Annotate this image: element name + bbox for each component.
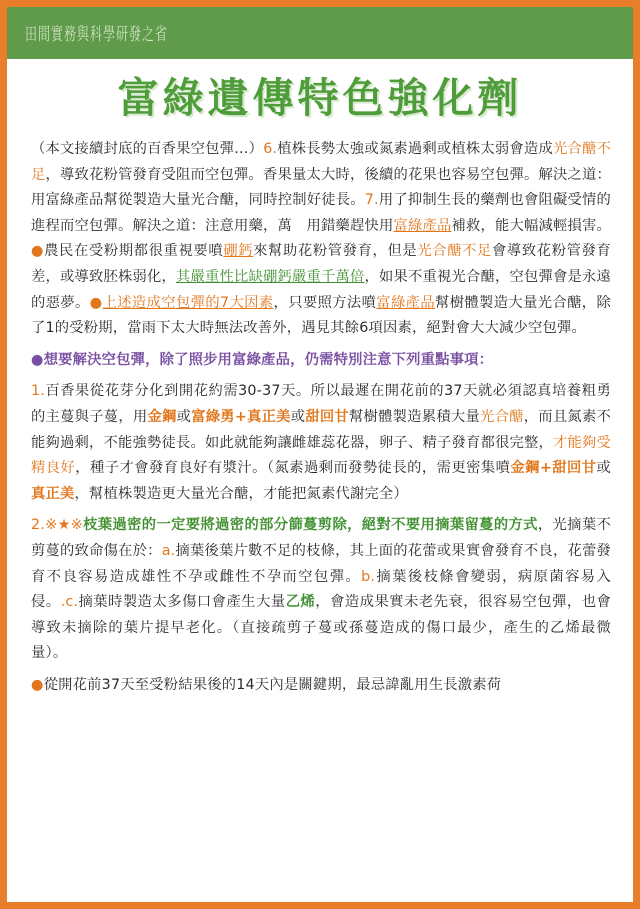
text-run: 補救，能大幅減輕損害。 xyxy=(451,217,611,234)
header-band-text: 田間實務與科學研發之省 xyxy=(25,23,169,45)
text-run: 6. xyxy=(263,141,278,157)
text-run: 或 xyxy=(290,408,306,425)
text-run: 1. xyxy=(31,383,46,400)
text-run: 上述造成空包彈的7大因素 xyxy=(102,294,274,311)
paragraph-4 xyxy=(31,513,611,667)
text-run: 富綠產品 xyxy=(376,294,436,311)
paragraph-2 xyxy=(31,348,611,374)
text-run: 才能夠受精良好 xyxy=(31,434,611,477)
bullet-marker: ● xyxy=(31,243,45,260)
text-run: 7. xyxy=(364,192,379,209)
text-run: 用了抑制生長的藥劑也會阻礙受情的進程而空包彈。解決之道：注意用藥，萬 用錯藥趕快用 xyxy=(31,192,611,234)
text-run: 農民在受粉期都很重視要噴 xyxy=(44,243,224,260)
text-run: ，幫植株製造更大量光合醣，才能把氮素代謝完全） xyxy=(74,485,408,502)
text-run: 光合醣不足 xyxy=(31,141,611,183)
text-run: 金鋼+甜回甘 xyxy=(510,460,597,477)
text-run: 幫樹體製造大量光合醣，除了1的受粉期，當雨下太大時無法改善外，遇見其餘6項因素，絕對會大大減少空包彈。 xyxy=(31,294,611,337)
text-run: 真正美 xyxy=(31,485,75,502)
text-run: b. xyxy=(361,568,376,585)
bullet-marker: ● xyxy=(31,351,44,368)
text-run: 甜回甘 xyxy=(305,408,349,425)
text-run: 金鋼 xyxy=(147,408,177,425)
text-run: 植株長勢太強或氮素過剩或植株太弱會造成 xyxy=(277,141,553,157)
text-run: 枝葉過密的一定要將過密的部分篩蔓剪除，絕對不要用摘葉留蔓的方式 xyxy=(83,517,538,534)
text-run: .c. xyxy=(60,594,79,611)
text-run: 2.※★※ xyxy=(31,517,84,534)
text-run: 百香果從花芽分化到開花約需30-37天。所以最遲在開花前的37天就必須認真培養粗勇的主蔓與子蔓，用 xyxy=(31,383,611,425)
text-run: 摘葉後枝條會變弱，病原菌容易入侵。 xyxy=(31,568,612,611)
text-run: ，如果不重視光合醣，空包彈會是永遠的惡夢。 xyxy=(31,268,611,311)
text-run: 光合醣 xyxy=(480,408,524,425)
text-run: （本文接續封底的百香果空包彈…） xyxy=(31,141,264,157)
text-run: 從開花前37天至受粉結果後的14天內是關鍵期，最忌諱亂用生長激素荷 xyxy=(43,676,502,693)
text-run: 硼鈣 xyxy=(223,243,254,260)
text-run: 乙烯 xyxy=(285,594,316,611)
text-run: ，種子才會發育良好有漿汁。（氮素過剩而發勢徒長的，需更密集噴 xyxy=(75,460,511,477)
text-run: 想要解決空包彈，除了照步用富綠產品，仍需特別注意下列重點事項： xyxy=(43,351,494,368)
text-run: 摘葉時製造太多傷口會產生大量 xyxy=(78,594,286,611)
text-run: ，只要照方法噴 xyxy=(273,294,377,311)
text-run: a. xyxy=(161,542,176,559)
text-run: 其嚴重性比缺硼鈣嚴重千萬倍 xyxy=(176,268,365,285)
text-run: ，會造成果實未老先衰，很容易空包彈，也會導致未摘除的葉片提早老化。（直接疏剪子蔓或孫蔓造成的傷口最少，產生的乙烯最微量）。 xyxy=(31,594,611,662)
text-run: ，導致花粉管發育受阻而空包彈。香果量太大時，後續的花果也容易空包彈。解決之道：用富綠產品幫從製造大量光合醣，同時控制好徒長。 xyxy=(31,166,611,209)
paragraph-1 xyxy=(31,137,611,342)
paragraph-3 xyxy=(31,379,611,507)
text-run: 光合醣不足 xyxy=(417,243,492,260)
text-run: 摘葉後葉片數不足的枝條，其上面的花蕾或果實會發育不良，花蕾發育不良容易造成雄性不孕或雌性不孕而空包彈。 xyxy=(31,542,611,585)
article-body xyxy=(31,137,611,698)
text-run: 富綠勇+真正美 xyxy=(191,408,291,425)
text-run: 會導致花粉管發育差，或導致胚株弱化， xyxy=(31,243,611,285)
header-band xyxy=(7,7,633,59)
text-run: 或 xyxy=(596,460,611,477)
page-title: 富綠遺傳特色強化劑 xyxy=(117,74,523,122)
paragraph-5 xyxy=(31,673,611,699)
text-run: 或 xyxy=(176,408,192,425)
bullet-marker: ● xyxy=(89,294,103,311)
text-run: ，而且氮素不能夠過剩，不能強勢徒長。如此就能夠讓雌雄蕊花器，卵子、精子發育都很完整， xyxy=(31,408,612,451)
text-run: 幫樹體製造累積大量 xyxy=(349,408,481,425)
text-run: ，光摘葉不剪蔓的致命傷在於： xyxy=(31,517,611,559)
bullet-marker: ● xyxy=(31,676,44,693)
text-run: 富綠產品 xyxy=(393,217,452,234)
text-run: 來幫助花粉管發育，但是 xyxy=(253,243,418,260)
